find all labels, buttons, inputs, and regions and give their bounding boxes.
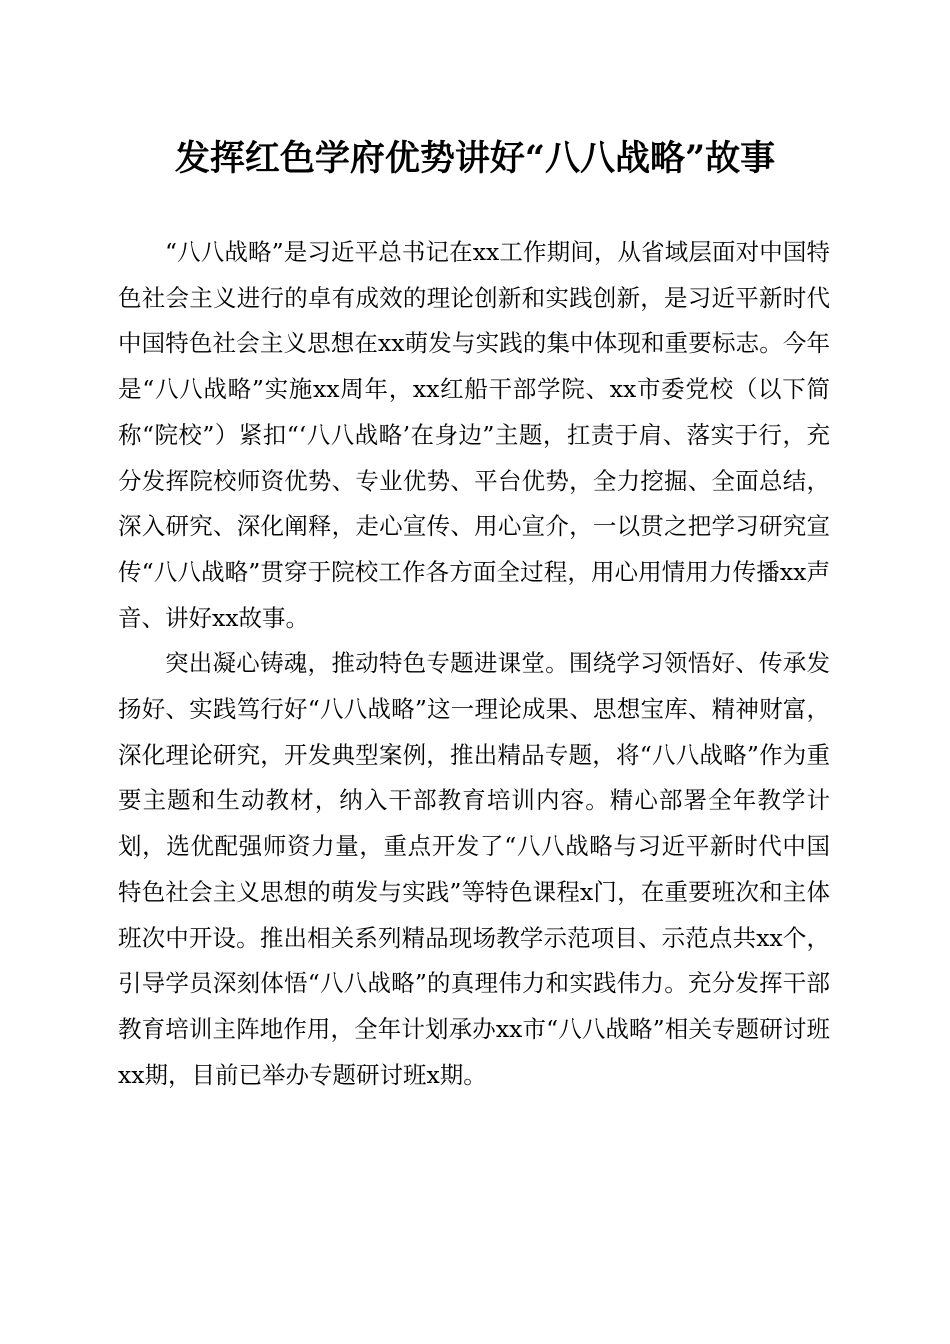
document-body bbox=[118, 230, 830, 1098]
document-title: 发挥红色学府优势讲好“八八战略”故事 bbox=[174, 138, 776, 179]
paragraph-intro: “八八战略”是习近平总书记在xx工作期间，从省域层面对中国特色社会主义进行的卓有成效的理论创新和实践创新，是习近平新时代中国特色社会主义思想在xx萌发与实践的集中体现和重要标志。今年是“八八战略”实施xx周年，xx红船干部学院、xx市委党校（以下简称“院校”）紧扣“‘八八战略’在身边”主题，扛责于肩、落实于行，充分发挥院校师资优势、专业优势、平台优势，全力挖掘、全面总结，深入研究、深化阐释，走心宣传、用心宣介，一以贯之把学习研究宣传“八八战略”贯穿于院校工作各方面全过程，用心用情用力传播xx声音、讲好xx故事。 bbox=[118, 238, 830, 632]
paragraph-special-topics: 突出凝心铸魂，推动特色专题进课堂。围绕学习领悟好、传承发扬好、实践笃行好“八八战略”这一理论成果、思想宝库、精神财富，深化理论研究，开发典型案例，推出精品专题，将“八八战略”作为重要主题和生动教材，纳入干部教育培训内容。精心部署全年教学计划，选优配强师资力量，重点开发了“八八战略与习近平新时代中国特色社会主义思想的萌发与实践”等特色课程x门，在重要班次和主体班次中开设。推出相关系列精品现场教学示范项目、示范点共xx个，引导学员深刻体悟“八八战略”的真理伟力和实践伟力。充分发挥干部教育培训主阵地作用，全年计划承办xx市“八八战略”相关专题研讨班xx期，目前已举办专题研讨班x期。 bbox=[118, 649, 830, 1089]
